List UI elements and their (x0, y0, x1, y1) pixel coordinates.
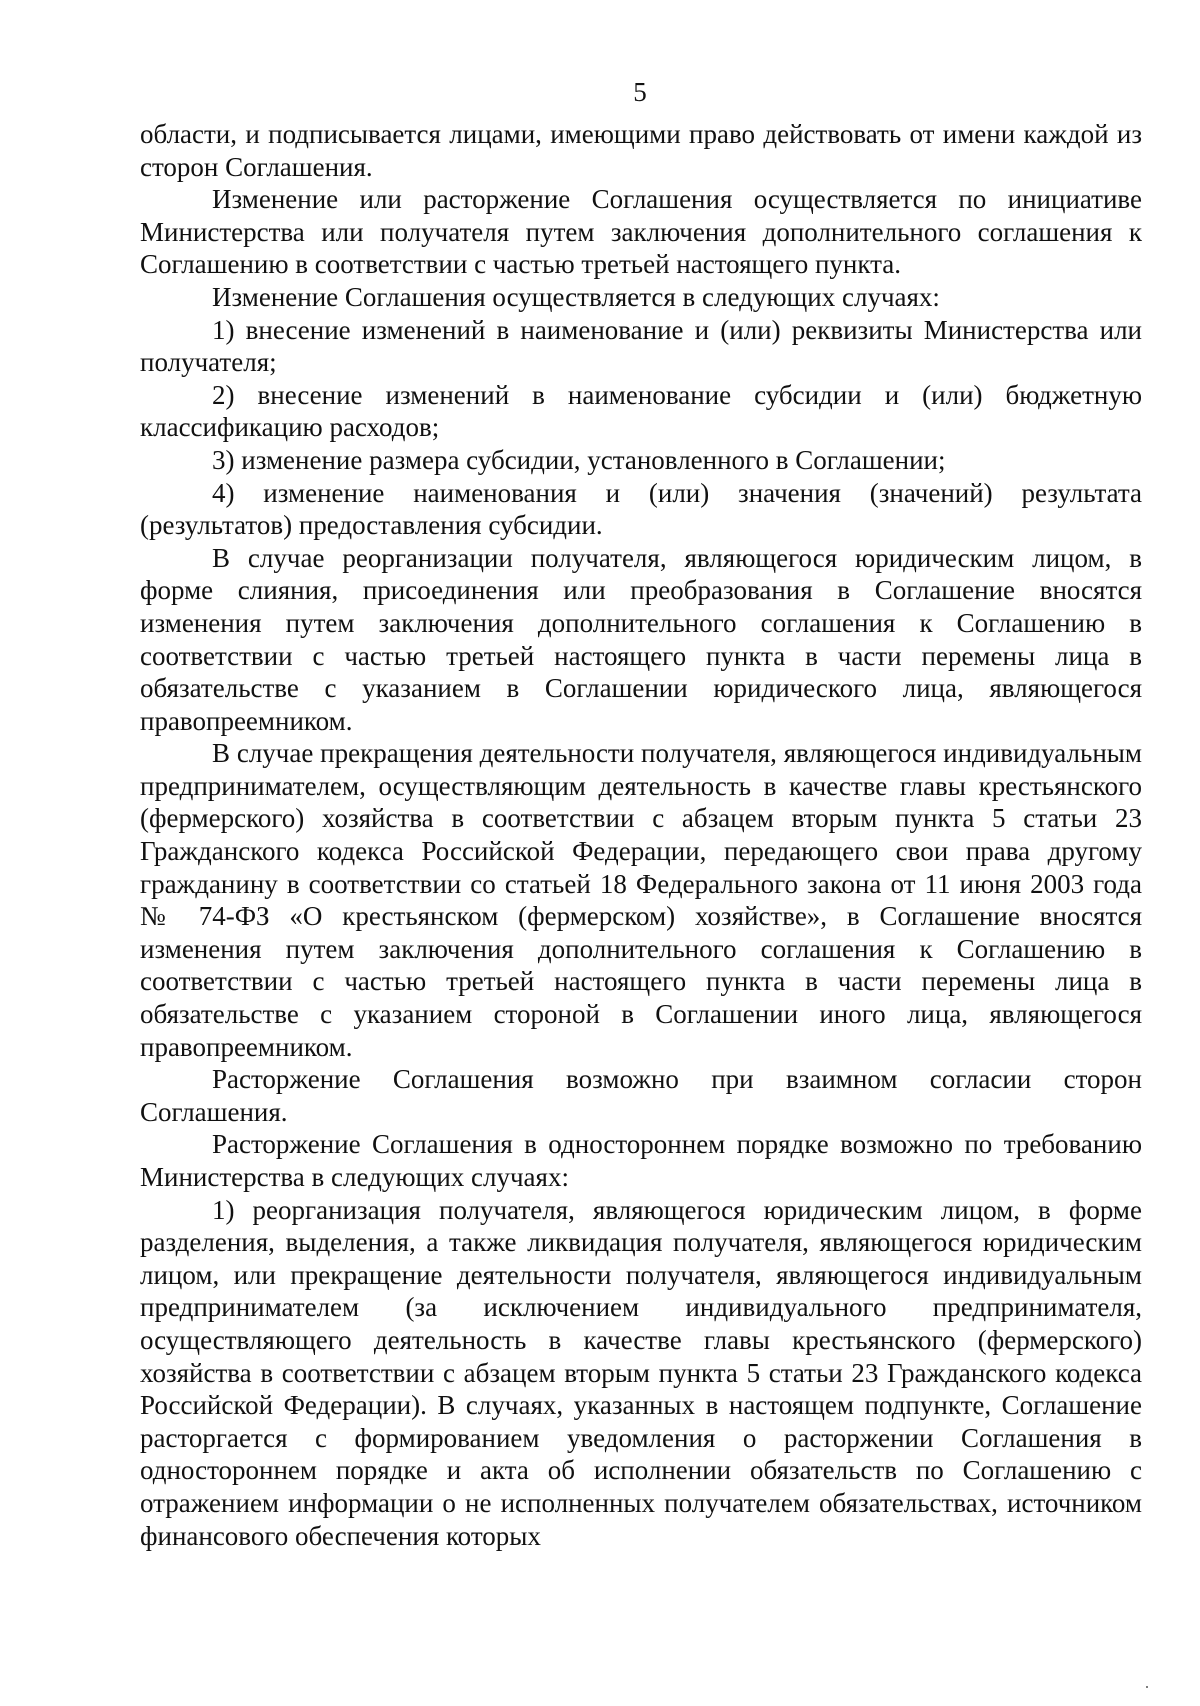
list-item: 2) внесение изменений в наименование субсидии и (или) бюджетную классификацию расходов; (140, 379, 1142, 443)
paragraph: Изменение или расторжение Соглашения осуществляется по инициативе Министерства или получателя путем заключения дополнительного соглашения к Соглашению в соответствии с частью третьей настоящего пункта. (140, 184, 1142, 280)
list-item: 3) изменение размера субсидии, установленного в Соглашении; (212, 444, 946, 475)
paragraph: Изменение Соглашения осуществляется в следующих случаях: (212, 281, 940, 312)
scan-speck (1146, 1686, 1148, 1688)
paragraph: В случае реорганизации получателя, являющегося юридическим лицом, в форме слияния, присоединения или преобразования в Соглашение вносятся изменения путем заключения дополнительного соглашения к Соглашению в соответствии с частью третьей настоящего пункта в части перемены лица в обязательстве с указанием в Соглашении юридического лица, являющегося правопреемником. (140, 542, 1142, 736)
page-number: 5 (633, 77, 647, 107)
paragraph: области, и подписывается лицами, имеющими право действовать от имени каждой из сторон Соглашения. (140, 119, 1142, 182)
document-body (140, 118, 1142, 1552)
list-item: 1) внесение изменений в наименование и (или) реквизиты Министерства или получателя; (140, 314, 1142, 378)
list-item: 1) реорганизация получателя, являющегося юридическим лицом, в форме разделения, выделения, а также ликвидация получателя, являющегося юридическим лицом, или прекращение деятельности получателя, являющегося индивидуальным предпринимателем (за исключением индивидуального предпринимателя, осуществляющего деятельность в качестве главы крестьянского (фермерского) хозяйства в соответствии с абзацем вторым пункта 5 статьи 23 Гражданского кодекса Российской Федерации). В случаях, указанных в настоящем подпункте, Соглашение расторгается с формированием уведомления о расторжении Соглашения в одностороннем порядке и акта об исполнении обязательств по Соглашению с отражением информации о не исполненных получателем обязательствах, источником финансового обеспечения которых (140, 1194, 1142, 1551)
paragraph: Расторжение Соглашения в одностороннем порядке возможно по требованию Министерства в следующих случаях: (140, 1129, 1142, 1192)
paragraph: В случае прекращения деятельности получателя, являющегося индивидуальным предпринимателем, осуществляющим деятельность в качестве главы крестьянского (фермерского) хозяйства в соответствии с абзацем вторым пункта 5 статьи 23 Гражданского кодекса Российской Федерации, передающего свои права другому гражданину в соответствии со статьей 18 Федерального закона от 11 июня 2003 года № 74-ФЗ «О крестьянском (фермерском) хозяйстве», в Соглашение вносятся изменения путем заключения дополнительного соглашения к Соглашению в соответствии с частью третьей настоящего пункта в части перемены лица в обязательстве с указанием стороной в Соглашении иного лица, являющегося правопреемником. (140, 738, 1142, 1062)
list-item: 4) изменение наименования и (или) значения (значений) результата (результатов) предоставления субсидии. (140, 477, 1142, 541)
paragraph: Расторжение Соглашения возможно при взаимном согласии сторон Соглашения. (140, 1064, 1142, 1127)
